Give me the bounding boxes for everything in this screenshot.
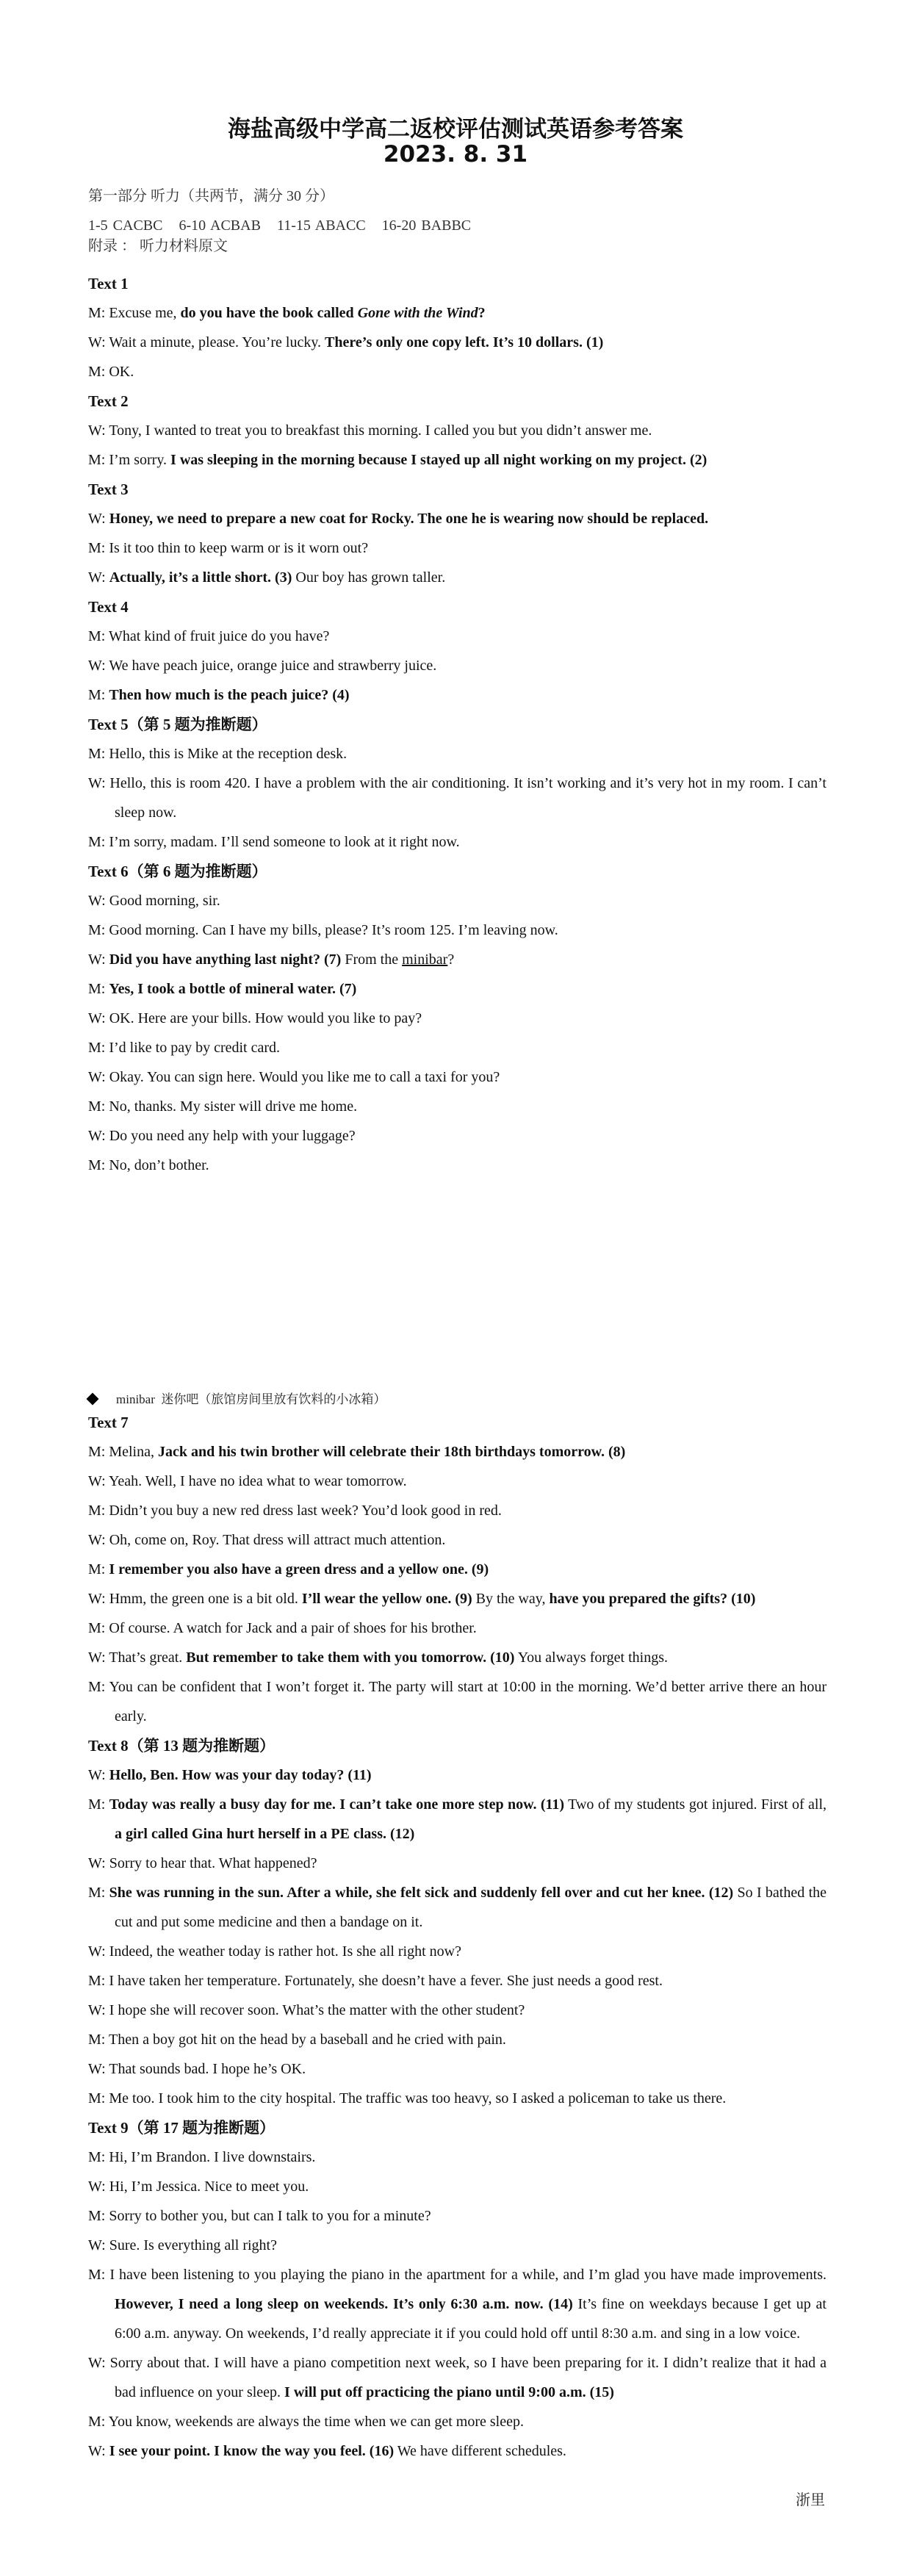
answer-group: 11-15 ABACC: [276, 217, 366, 234]
dialogue-segment: M: I’m sorry.: [88, 452, 171, 468]
dialogue-line: [88, 2348, 827, 2407]
dialogue-segment: W:: [88, 569, 109, 586]
footnote: [88, 1389, 386, 1407]
dialogue-segment: I’ll wear the yellow one. (9): [301, 1591, 472, 1607]
dialogue-line: [88, 2084, 827, 2113]
dialogue-segment: a girl called Gina hurt herself in a PE class. (12): [115, 1826, 415, 1842]
dialogue-line: [88, 2054, 827, 2084]
dialogue-segment: W: Hmm, the green one is a bit old.: [88, 1591, 302, 1607]
diamond-bullet-icon: [87, 1393, 99, 1406]
dialogue-segment: W: Sorry to hear that. What happened?: [88, 1855, 317, 1871]
dialogue-line: [88, 298, 827, 328]
dialogue-segment: M: Then a boy got hit on the head by a baseball and he cried with pain.: [88, 2032, 506, 2048]
dialogue-line: [88, 2201, 827, 2231]
dialogue-line: [88, 680, 827, 710]
dialogue-line: [88, 1525, 827, 1555]
dialogue-segment: M: I’m sorry, madam. I’ll send someone to look at it right now.: [88, 834, 460, 850]
dialogue-segment: Hello, Ben. How was your day today? (11): [109, 1767, 372, 1783]
answer-key: [88, 215, 487, 237]
dialogue-line: [88, 1613, 827, 1643]
dialogue-line: [88, 328, 827, 357]
dialogue-line: [88, 2025, 827, 2054]
dialogue-segment: Today was really a busy day for me. I can’t take one more step now. (11): [109, 1796, 565, 1813]
dialogue-segment: M: Hello, this is Mike at the reception desk.: [88, 746, 348, 762]
dialogue-line: [88, 2231, 827, 2260]
text-heading: Text 7: [88, 1414, 129, 1431]
dialogue-line: [88, 416, 827, 445]
dialogue-line: [88, 1121, 827, 1151]
footer-watermark: 浙里: [796, 2491, 825, 2508]
dialogue-line: [88, 1437, 827, 1467]
dialogue-segment: W: Wait a minute, please. You’re lucky.: [88, 334, 325, 350]
dialogue-line: [88, 1033, 827, 1062]
text-heading: Text 9（第 17 题为推断题）: [88, 2119, 276, 2137]
dialogue-line: [88, 357, 827, 386]
dialogue-segment: But remember to take them with you tomorrow. (10): [186, 1649, 515, 1666]
dialogue-line: [88, 1966, 827, 1996]
dialogue-segment: W: We have peach juice, orange juice and strawberry juice.: [88, 658, 437, 674]
dialogue-segment: Then how much is the peach juice? (4): [109, 687, 350, 703]
transcript-part-2: [88, 1408, 827, 2466]
dialogue-segment: M: I have taken her temperature. Fortunately, she doesn’t have a fever. She just needs a good rest.: [88, 1973, 663, 1989]
dialogue-segment: M:: [88, 1561, 109, 1577]
dialogue-segment: minibar: [402, 951, 448, 968]
dialogue-line: [88, 1937, 827, 1966]
dialogue-line: [88, 1151, 827, 1180]
dialogue-segment: Gone with the Wind: [357, 305, 478, 321]
dialogue-line: [88, 1643, 827, 1672]
dialogue-segment: W: Oh, come on, Roy. That dress will attract much attention.: [88, 1532, 446, 1548]
dialogue-segment: Yes, I took a bottle of mineral water. (7): [109, 981, 357, 997]
dialogue-segment: It’s fine on weekdays because I get up at 6:00 a.m. anyway. On weekends, I’d really appreciate it if you could hold off until 8:30 a.m. and sing in a low voice.: [115, 2296, 827, 2342]
dialogue-segment: Actually, it’s a little short. (3): [109, 569, 292, 586]
dialogue-segment: W:: [88, 951, 109, 968]
dialogue-line: [88, 651, 827, 680]
footnote-word: minibar: [116, 1392, 155, 1406]
dialogue-segment: Did you have anything last night? (7): [109, 951, 342, 968]
dialogue-segment: W: Tony, I wanted to treat you to breakfast this morning. I called you but you didn’t answer me.: [88, 422, 652, 439]
dialogue-segment: I will put off practicing the piano until 9:00 a.m. (15): [284, 2384, 614, 2400]
dialogue-segment: W: I hope she will recover soon. What’s the matter with the other student?: [88, 2002, 525, 2018]
dialogue-segment: M: Sorry to bother you, but can I talk to you for a minute?: [88, 2208, 431, 2224]
dialogue-line: [88, 1790, 827, 1849]
answer-group: 1-5 CACBC: [88, 217, 163, 234]
dialogue-line: [88, 1467, 827, 1496]
footnote-gloss: 迷你吧（旅馆房间里放有饮料的小冰箱）: [161, 1392, 386, 1406]
dialogue-segment: M:: [88, 1796, 109, 1813]
dialogue-segment: By the way,: [472, 1591, 550, 1607]
dialogue-segment: Honey, we need to prepare a new coat for Rocky. The one he is wearing now should be replaced.: [109, 511, 709, 527]
dialogue-segment: W: Hello, this is room 420. I have a problem with the air conditioning. It isn’t working and it’s very hot in my room. I can’t sleep now.: [88, 775, 827, 821]
dialogue-line: [88, 2143, 827, 2172]
dialogue-segment: M: OK.: [88, 364, 134, 380]
dialogue-segment: W:: [88, 511, 109, 527]
dialogue-segment: W: OK. Here are your bills. How would you like to pay?: [88, 1010, 422, 1026]
dialogue-segment: M: Melina,: [88, 1444, 158, 1460]
dialogue-line: [88, 1496, 827, 1525]
dialogue-segment: M: No, don’t bother.: [88, 1157, 209, 1173]
text-heading: Text 6（第 6 题为推断题）: [88, 863, 267, 880]
dialogue-segment: M: Excuse me,: [88, 305, 181, 321]
dialogue-segment: M: Of course. A watch for Jack and a pair of shoes for his brother.: [88, 1620, 477, 1636]
text-heading: Text 2: [88, 392, 129, 410]
dialogue-line: [88, 563, 827, 592]
dialogue-line: [88, 1672, 827, 1731]
dialogue-segment: She was running in the sun. After a while, she felt sick and suddenly fell over and cut her knee. (12): [109, 1885, 734, 1901]
dialogue-segment: M: I have been listening to you playing the piano in the apartment for a while, and I’m glad you have made improvements.: [88, 2267, 827, 2283]
dialogue-segment: M: You can be confident that I won’t forget it. The party will start at 10:00 in the morning. We’d better arrive there an hour early.: [88, 1679, 827, 1724]
dialogue-line: [88, 2407, 827, 2436]
dialogue-segment: W: Okay. You can sign here. Would you like me to call a taxi for you?: [88, 1069, 500, 1085]
dialogue-segment: So I bathed the cut and put some medicine and then a bandage on it.: [115, 1885, 827, 1930]
dialogue-segment: W: Do you need any help with your luggage?: [88, 1128, 356, 1144]
dialogue-segment: M:: [88, 981, 109, 997]
dialogue-segment: W: Good morning, sir.: [88, 893, 220, 909]
dialogue-segment: W: Hi, I’m Jessica. Nice to meet you.: [88, 2179, 309, 2195]
answer-group: 16-20 BABBC: [381, 217, 472, 234]
dialogue-line: [88, 974, 827, 1004]
appendix-label: 附录 ： 听力材料原文: [88, 238, 228, 254]
text-heading: Text 3: [88, 481, 129, 498]
dialogue-segment: W:: [88, 1767, 109, 1783]
dialogue-segment: W: Indeed, the weather today is rather hot. Is she all right now?: [88, 1943, 461, 1960]
dialogue-segment: W:: [88, 2443, 109, 2459]
dialogue-segment: M: You know, weekends are always the time when we can get more sleep.: [88, 2414, 524, 2430]
dialogue-line: [88, 2260, 827, 2348]
dialogue-segment: M: Me too. I took him to the city hospital. The traffic was too heavy, so I asked a policeman to take us there.: [88, 2090, 727, 2107]
section-label: 第一部分 听力（共两节，满分 30 分）: [88, 188, 334, 204]
dialogue-line: [88, 1062, 827, 1092]
answer-group: 6-10 ACBAB: [179, 217, 261, 234]
dialogue-segment: W: That sounds bad. I hope he’s OK.: [88, 2061, 306, 2077]
dialogue-segment: However, I need a long sleep on weekends. It’s only 6:30 a.m. now. (14): [115, 2296, 573, 2312]
dialogue-segment: M: Is it too thin to keep warm or is it worn out?: [88, 540, 369, 556]
dialogue-line: [88, 1004, 827, 1033]
dialogue-line: [88, 827, 827, 857]
dialogue-segment: M: I’d like to pay by credit card.: [88, 1040, 281, 1056]
dialogue-segment: W: Yeah. Well, I have no idea what to wear tomorrow.: [88, 1473, 407, 1489]
dialogue-line: [88, 2436, 827, 2466]
dialogue-segment: M:: [88, 687, 109, 703]
dialogue-segment: From the: [341, 951, 403, 968]
dialogue-line: [88, 2172, 827, 2201]
dialogue-segment: We have different schedules.: [394, 2443, 566, 2459]
text-heading: Text 1: [88, 275, 129, 292]
dialogue-line: [88, 1849, 827, 1878]
dialogue-line: [88, 1878, 827, 1937]
dialogue-line: [88, 533, 827, 563]
text-heading: Text 5（第 5 题为推断题）: [88, 716, 267, 733]
dialogue-segment: There’s only one copy left. It’s 10 dollars. (1): [325, 334, 604, 350]
text-heading: Text 4: [88, 598, 129, 616]
dialogue-segment: I remember you also have a green dress and a yellow one. (9): [109, 1561, 489, 1577]
dialogue-segment: W: That’s great.: [88, 1649, 187, 1666]
dialogue-line: [88, 1584, 827, 1613]
dialogue-segment: Two of my students got injured. First of all,: [564, 1796, 827, 1813]
dialogue-segment: Our boy has grown taller.: [292, 569, 446, 586]
dialogue-segment: M: Didn’t you buy a new red dress last week? You’d look good in red.: [88, 1503, 502, 1519]
dialogue-segment: Jack and his twin brother will celebrate their 18th birthdays tomorrow. (8): [158, 1444, 626, 1460]
dialogue-line: [88, 915, 827, 945]
dialogue-segment: M: Good morning. Can I have my bills, please? It’s room 125. I’m leaving now.: [88, 922, 558, 938]
dialogue-segment: I was sleeping in the morning because I stayed up all night working on my project. (2): [170, 452, 707, 468]
dialogue-segment: M:: [88, 1885, 109, 1901]
dialogue-line: [88, 886, 827, 915]
dialogue-segment: ?: [447, 951, 455, 968]
dialogue-line: [88, 1092, 827, 1121]
dialogue-segment: ?: [478, 305, 486, 321]
dialogue-segment: have you prepared the gifts? (10): [549, 1591, 756, 1607]
dialogue-line: [88, 445, 827, 475]
dialogue-line: [88, 945, 827, 974]
dialogue-line: [88, 504, 827, 533]
dialogue-line: [88, 769, 827, 827]
dialogue-line: [88, 1555, 827, 1584]
text-heading: Text 8（第 13 题为推断题）: [88, 1737, 276, 1755]
dialogue-segment: You always forget things.: [514, 1649, 668, 1666]
dialogue-segment: W: Sure. Is everything all right?: [88, 2237, 277, 2253]
page-date: 2023. 8. 31: [383, 141, 528, 168]
page-title: 海盐高级中学高二返校评估测试英语参考答案: [228, 116, 683, 143]
dialogue-segment: W: Sorry about that. I will have a piano competition next week, so I have been preparing for it. I didn’t realize that it had a bad influence on your sleep.: [88, 2355, 827, 2400]
dialogue-line: [88, 1760, 827, 1790]
dialogue-segment: M: What kind of fruit juice do you have?: [88, 628, 330, 644]
dialogue-segment: M: Hi, I’m Brandon. I live downstairs.: [88, 2149, 316, 2165]
dialogue-segment: I see your point. I know the way you feel. (16): [109, 2443, 395, 2459]
dialogue-line: [88, 739, 827, 769]
dialogue-segment: M: No, thanks. My sister will drive me home.: [88, 1098, 358, 1115]
transcript-part-1: [88, 269, 827, 1180]
dialogue-line: [88, 1996, 827, 2025]
dialogue-segment: do you have the book called: [180, 305, 358, 321]
dialogue-line: [88, 622, 827, 651]
